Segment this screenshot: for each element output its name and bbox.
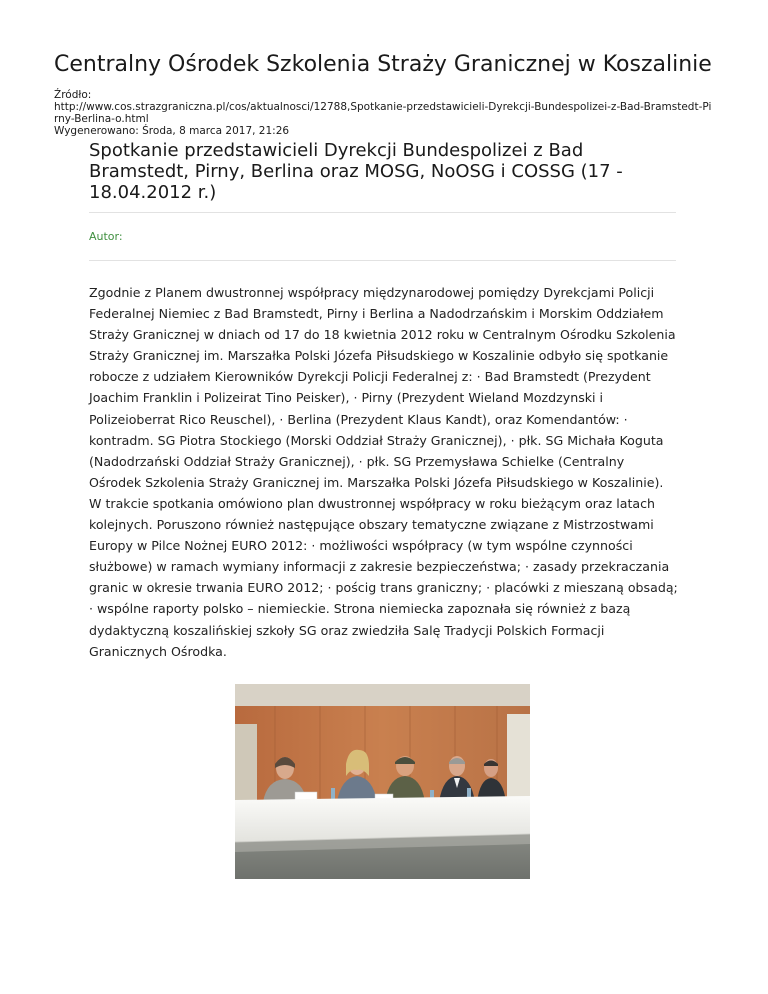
article-body: Zgodnie z Planem dwustronnej współpracy międzynarodowej pomiędzy Dyrekcjami Policji Federalnej Niemiec z Bad Bramstedt, Pirny i Berlina a Nadodrzańskim i Morskim Oddziałem Straży Granicznej w dniach od 17 do 18 kwietnia 2012 roku w Centralnym Ośrodku Szkolenia Straży Granicznej im. Marszałka Polski Józefa Piłsudskiego w Koszalinie odbyło się spotkanie robocze z udziałem Kierowników Dyrekcji Policji Federalnej z: · Bad Bramstedt (Prezydent Joachim Franklin i Polizeirat Tino Peisker), · Pirny (Prezydent Wieland Mozdzynski i Polizeioberrat Rico Reuschel), · Berlina (Prezydent Klaus Kandt), oraz Komendantów: · kontradm. SG Piotra Stockiego (Morski Oddział Straży Granicznej), · płk. SG Michała Koguta (Nadodrzański Oddział Straży Granicznej), · płk. SG Przemysława Schielke (Centralny Ośrodek Szkolenia Straży Granicznej im. Marszałka Polski Józefa Piłsudskiego w Koszalinie). W trakcie spotkania omówiono plan dwustronnej współpracy w roku bieżącym oraz latach kolejnych. Poruszono również następujące obszary tematyczne związane z Mistrzostwami Europy w Pilce Nożnej EURO 2012: · możliwości współpracy (w tym wspólne czynności służbowe) w ramach wymiany informacji z zakresie bezpieczeństwa; · zasady przekraczania granic w okresie trwania EURO 2012; · pościg trans graniczny; · placówki z mieszaną obsadą; · wspólne raporty polsko – niemieckie. Strona niemiecka zapoznała się również z bazą dydaktyczną koszalińskiej szkoły SG oraz zwiedziła Salę Tradycji Polskich Formacji Granicznych Ośrodka.	[89, 285, 678, 659]
divider-bottom	[89, 260, 676, 261]
meeting-photo	[235, 684, 530, 879]
author-label: Autor:	[89, 230, 123, 243]
divider-top	[89, 212, 676, 213]
generated-date: Wygenerowano: Środa, 8 marca 2017, 21:26	[54, 125, 290, 137]
source-url[interactable]: http://www.cos.strazgraniczna.pl/cos/aktualnosci/12788,Spotkanie-przedstawicieli-Dyrekcji-Bundespolizei-z-Bad-Bramstedt-Pirny-Berlina-o.html	[54, 101, 712, 125]
source-label: Źródło:	[54, 89, 92, 101]
site-title: Centralny Ośrodek Szkolenia Straży Granicznej w Koszalinie	[54, 52, 712, 77]
source-meta	[54, 89, 714, 137]
article-title: Spotkanie przedstawicieli Dyrekcji Bundespolizei z Bad Bramstedt, Pirny, Berlina oraz MOSG, NoOSG i COSSG (17 - 18.04.2012 r.)	[89, 140, 623, 203]
